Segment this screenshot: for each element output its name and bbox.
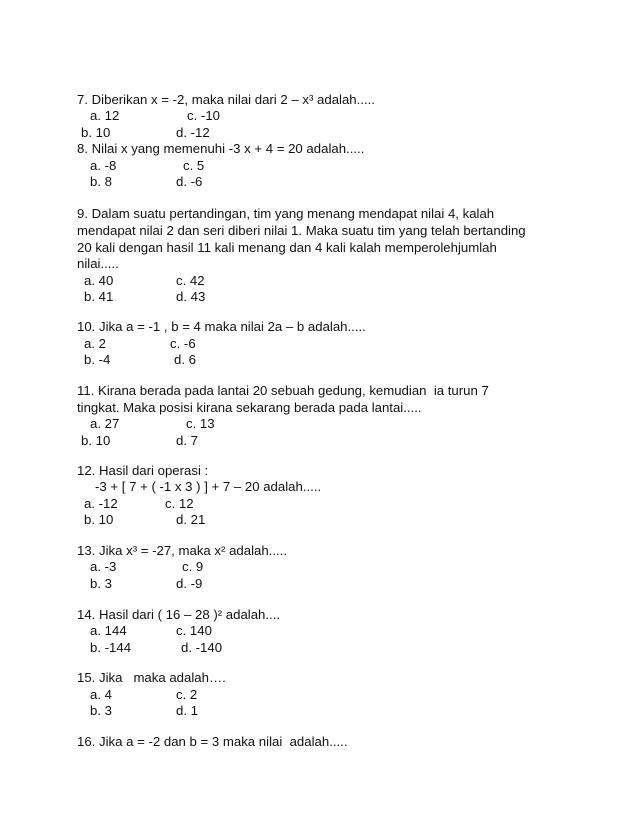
option-b: b. 8 [90,174,112,189]
option-a: a. 2 [84,336,106,351]
question-text: 14. Hasil dari ( 16 – 28 )² adalah.... [77,607,281,622]
question-line: mendapat nilai 2 dan seri diberi nilai 1. Maka suatu tim yang telah bertanding [77,223,526,238]
option-a: a. -8 [90,158,117,173]
question-text: 10. Jika a = -1 , b = 4 maka nilai 2a – b adalah..... [77,319,366,334]
question-line: 20 kali dengan hasil 11 kali menang dan 4 kali kalah memperolehjumlah [77,240,497,255]
option-b: b. 10 [81,125,111,140]
option-d: d. -6 [176,174,203,189]
option-c: c. 5 [183,158,205,173]
option-a: a. 12 [90,108,120,123]
question-line: nilai..... [77,256,119,271]
question-text: 16. Jika a = -2 dan b = 3 maka nilai adalah..... [77,734,348,749]
question-line: 12. Hasil dari operasi : [77,463,209,478]
question-text: 15. Jika maka adalah…. [77,670,226,685]
option-c: c. 13 [186,416,215,431]
option-b: b. 3 [90,703,112,718]
option-d: d. 1 [176,703,198,718]
option-a: a. 27 [90,416,120,431]
option-a: a. -3 [90,559,117,574]
option-c: c. 2 [176,687,198,702]
option-b: b. -144 [90,640,132,655]
option-a: a. 40 [84,273,114,288]
option-d: d. -9 [176,576,203,591]
option-d: d. -140 [181,640,223,655]
option-b: b. 41 [84,289,114,304]
option-c: c. 140 [176,623,212,638]
option-b: b. 10 [84,512,114,527]
option-c: c. 42 [176,273,205,288]
option-c: c. -10 [187,108,220,123]
option-d: d. 21 [176,512,206,527]
question-line: 9. Dalam suatu pertandingan, tim yang menang mendapat nilai 4, kalah [77,206,495,221]
option-d: d. 6 [174,352,196,367]
option-b: b. -4 [84,352,111,367]
option-d: d. -12 [176,125,210,140]
option-d: d. 7 [176,433,198,448]
option-c: c. -6 [170,336,196,351]
question-text: 13. Jika x³ = -27, maka x² adalah..... [77,543,287,558]
question-line: -3 + [ 7 + ( -1 x 3 ) ] + 7 – 20 adalah..... [95,479,322,494]
option-c: c. 12 [165,496,194,511]
option-a: a. -12 [84,496,118,511]
question-text: 8. Nilai x yang memenuhi -3 x + 4 = 20 adalah..... [77,141,365,156]
question-line: tingkat. Maka posisi kirana sekarang berada pada lantai..... [77,400,422,415]
option-b: b. 3 [90,576,112,591]
question-text: 7. Diberikan x = -2, maka nilai dari 2 – x³ adalah..... [77,92,375,107]
option-c: c. 9 [182,559,204,574]
option-b: b. 10 [81,433,111,448]
option-d: d. 43 [176,289,206,304]
option-a: a. 144 [90,623,127,638]
option-a: a. 4 [90,687,112,702]
question-line: 11. Kirana berada pada lantai 20 sebuah gedung, kemudian ia turun 7 [77,383,489,398]
